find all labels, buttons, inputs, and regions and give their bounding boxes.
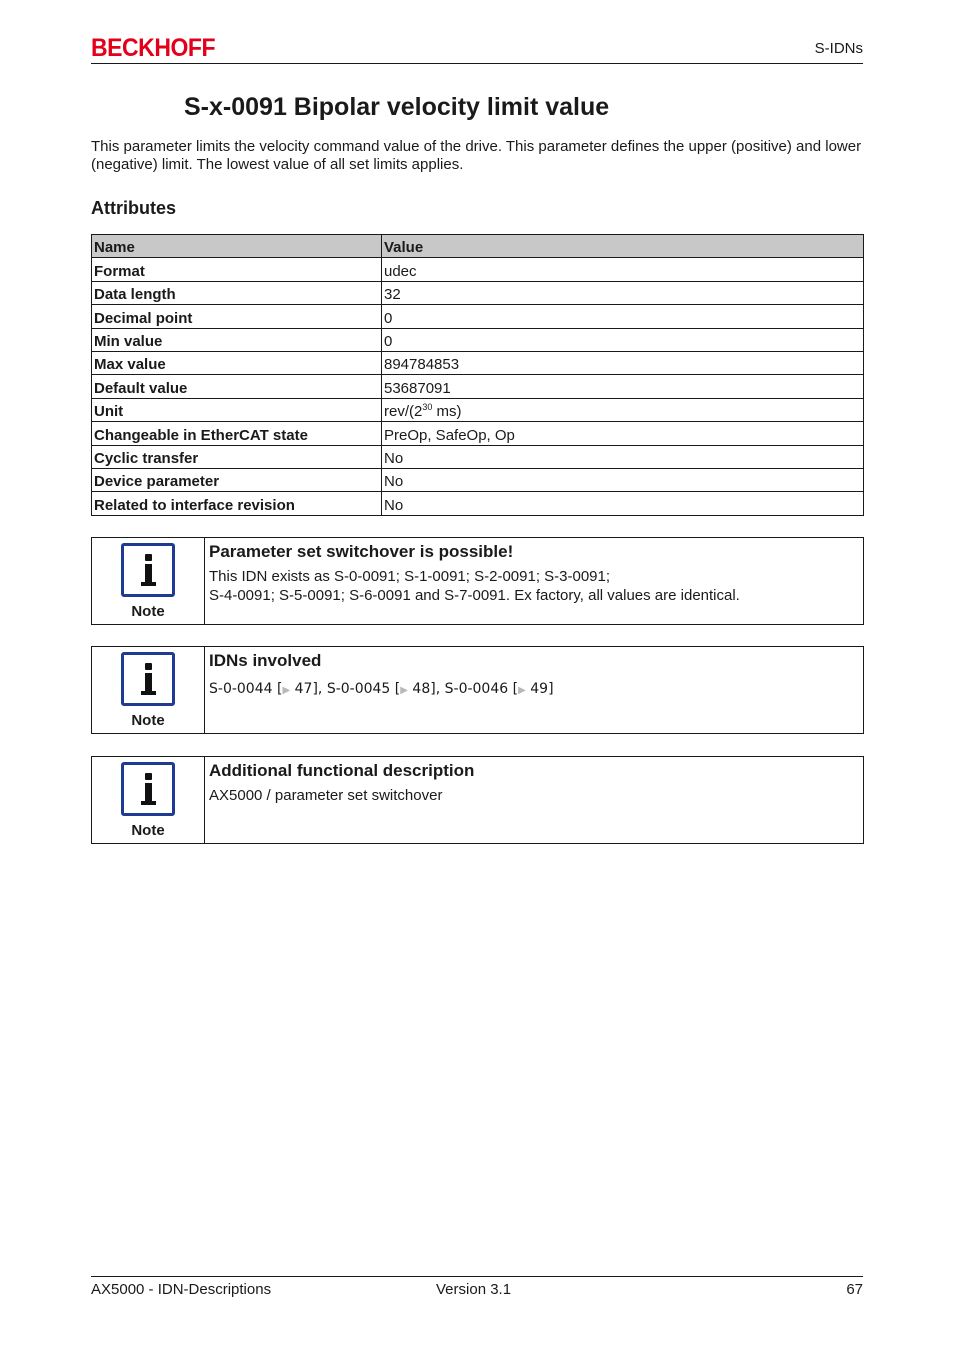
unit-suffix: ms) (432, 403, 462, 421)
attr-name: Decimal point (92, 305, 382, 328)
column-header-value: Value (382, 235, 864, 258)
table-row (92, 375, 864, 398)
attr-value-unit (382, 398, 864, 421)
attr-name: Device parameter (92, 468, 382, 491)
note-parameter-switchover (91, 537, 864, 625)
note-additional-description (91, 756, 864, 844)
note-content (209, 651, 857, 700)
note-body-line: S-4-0091; S-5-0091; S-6-0091 and S-7-0091. Ex factory, all values are identical. (209, 587, 740, 604)
header-section-label: S-IDNs (814, 40, 863, 57)
note-title: IDNs involved (209, 651, 322, 670)
table-row (92, 351, 864, 374)
note-body (209, 567, 857, 605)
note-icon-cell (92, 757, 205, 843)
header-divider (91, 63, 863, 64)
table-row (92, 492, 864, 515)
note-icon-cell (92, 647, 205, 733)
attr-value: 53687091 (382, 375, 864, 398)
attr-name: Unit (92, 398, 382, 421)
idn-link-s-0-0045[interactable]: S-0-0045 [▶ 48] (326, 681, 436, 697)
info-icon (121, 543, 175, 597)
attr-value: No (382, 468, 864, 491)
attr-name: Changeable in EtherCAT state (92, 422, 382, 445)
table-row (92, 328, 864, 351)
idn-links: S-0-0044 [▶ 47], S-0-0045 [▶ 48], S-0-0046 [▶ 49] (209, 681, 554, 697)
attributes-table (91, 234, 864, 516)
table-row (92, 258, 864, 281)
attributes-heading: Attributes (91, 198, 176, 218)
attr-name: Min value (92, 328, 382, 351)
table-row (92, 468, 864, 491)
note-icon-cell (92, 538, 205, 624)
note-idns-involved (91, 646, 864, 734)
triangle-right-icon: ▶ (282, 685, 291, 696)
column-header-name: Name (92, 235, 382, 258)
unit-base: rev/(2 (384, 403, 423, 421)
note-label: Note (131, 603, 165, 620)
note-content (209, 542, 857, 605)
idn-link-s-0-0046[interactable]: S-0-0046 [▶ 49] (444, 681, 554, 697)
footer-page-number: 67 (846, 1281, 863, 1298)
attr-name: Format (92, 258, 382, 281)
attr-value: 0 (382, 305, 864, 328)
table-row (92, 305, 864, 328)
attr-name: Default value (92, 375, 382, 398)
info-icon (121, 762, 175, 816)
note-title: Parameter set switchover is possible! (209, 542, 514, 561)
table-row (92, 398, 864, 421)
note-body-line: This IDN exists as S-0-0091; S-1-0091; S-2-0091; S-3-0091; (209, 568, 611, 585)
triangle-right-icon: ▶ (518, 685, 526, 696)
attr-name: Related to interface revision (92, 492, 382, 515)
attr-name: Data length (92, 281, 382, 304)
note-content (209, 761, 857, 805)
note-body: AX5000 / parameter set switchover (209, 787, 443, 804)
footer-version: Version 3.1 (436, 1281, 512, 1298)
table-row (92, 422, 864, 445)
attr-value: No (382, 445, 864, 468)
info-icon (121, 652, 175, 706)
attr-value: No (382, 492, 864, 515)
attr-value: 32 (382, 281, 864, 304)
triangle-right-icon: ▶ (400, 685, 408, 696)
attr-name: Cyclic transfer (92, 445, 382, 468)
attr-name: Max value (92, 351, 382, 374)
unit-exponent: 30 (422, 402, 433, 413)
table-header-row (92, 235, 864, 258)
beckhoff-logo: BECKHOFF (91, 34, 216, 62)
note-title: Additional functional description (209, 761, 475, 780)
table-row (92, 445, 864, 468)
idn-link-s-0-0044[interactable]: S-0-0044 [▶ 47] (209, 681, 318, 697)
table-row (92, 281, 864, 304)
footer-document-title: AX5000 - IDN-Descriptions (91, 1281, 272, 1298)
note-label: Note (131, 822, 165, 839)
attr-value: udec (382, 258, 864, 281)
footer-divider (91, 1276, 863, 1277)
attr-value: PreOp, SafeOp, Op (382, 422, 864, 445)
note-label: Note (131, 712, 165, 729)
intro-paragraph: This parameter limits the velocity command value of the drive. This parameter defines the upper (positive) and lower (negative) limit. The lowest value of all set limits applies. (91, 138, 862, 173)
page-title: S-x-0091 Bipolar velocity limit value (184, 93, 610, 121)
attr-value: 894784853 (382, 351, 864, 374)
attr-value: 0 (382, 328, 864, 351)
